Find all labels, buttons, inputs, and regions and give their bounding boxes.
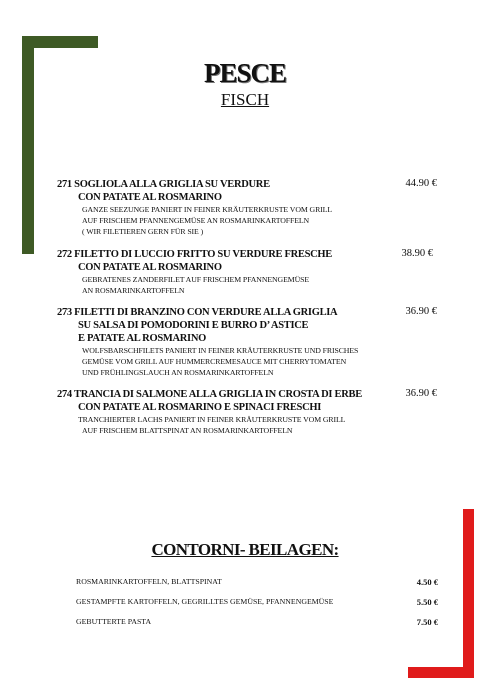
item-price: 38.90 € — [401, 248, 433, 259]
item-description-line: AUF FRISCHEM BLATTSPINAT AN ROSMARINKARTOFFELN — [82, 426, 293, 435]
item-name: 272 FILETTO DI LUCCIO FRITTO SU VERDURE FRESCHE — [57, 249, 333, 260]
menu-item-273 — [57, 306, 437, 378]
item-name-cont: E PATATE AL ROSMARINO — [78, 333, 206, 344]
red-corner-decoration-horizontal — [408, 667, 474, 678]
item-price: 36.90 € — [405, 306, 437, 317]
item-name-cont: CON PATATE AL ROSMARINO — [78, 262, 222, 273]
item-description-line: ( WIR FILETIEREN GERN FÜR SIE ) — [82, 227, 204, 236]
item-description-line: UND FRÜHLINGSLAUCH AN ROSMARINKARTOFFELN — [82, 368, 274, 377]
item-description-line: AN ROSMARINKARTOFFELN — [82, 286, 185, 295]
side-price: 4.50 € — [416, 577, 438, 587]
item-price: 44.90 € — [405, 178, 437, 189]
item-name-cont: CON PATATE AL ROSMARINO — [78, 192, 222, 203]
item-name-cont: CON PATATE AL ROSMARINO E SPINACI FRESCHI — [78, 402, 322, 413]
side-name: ROSMARINKARTOFFELN, BLATTSPINAT — [76, 577, 222, 586]
item-description-line: GEMÜSE VOM GRILL AUF HUMMERCREMESAUCE MIT CHERRYTOMATEN — [82, 357, 347, 366]
item-name: 274 TRANCIA DI SALMONE ALLA GRIGLIA IN CROSTA DI ERBE — [57, 389, 362, 400]
item-description-line: WOLFSBARSCHFILETS PANIERT IN FEINER KRÄUTERKRUSTE UND FRISCHES — [82, 346, 359, 355]
item-name: 271 SOGLIOLA ALLA GRIGLIA SU VERDURE — [57, 179, 270, 190]
red-corner-decoration-vertical — [463, 509, 474, 678]
item-description-line: TRANCHIERTER LACHS PANIERT IN FEINER KRÄUTERKRUSTE VOM GRILL — [78, 415, 346, 424]
sides-list — [76, 577, 438, 637]
item-name: 273 FILETTI DI BRANZINO CON VERDURE ALLA GRIGLIA — [57, 307, 338, 318]
item-price: 36.90 € — [405, 388, 437, 399]
green-corner-decoration-horizontal — [22, 36, 98, 48]
side-price: 5.50 € — [416, 597, 438, 607]
menu-item-271 — [57, 178, 437, 237]
item-description-line: GANZE SEEZUNGE PANIERT IN FEINER KRÄUTERKRUSTE VOM GRILL — [82, 205, 332, 214]
side-price: 7.50 € — [416, 617, 438, 627]
item-description-line: AUF FRISCHEM PFANNENGEMÜSE AN ROSMARINKARTOFFELN — [82, 216, 310, 225]
side-row — [76, 577, 438, 597]
page-subtitle: FISCH — [220, 90, 270, 109]
side-row — [76, 597, 438, 617]
sides-title: CONTORNI- BEILAGEN: — [151, 540, 339, 559]
side-row — [76, 617, 438, 637]
menu-item-274 — [57, 388, 437, 436]
menu-item-272 — [57, 248, 437, 296]
page-title: PESCE — [203, 58, 287, 88]
side-name: GEBUTTERTE PASTA — [76, 617, 152, 626]
item-name-cont: SU SALSA DI POMODORINI E BURRO D’ ASTICE — [78, 320, 309, 331]
side-name: GESTAMPFTE KARTOFFELN, GEGRILLTES GEMÜSE, PFANNENGEMÜSE — [76, 597, 334, 606]
item-description-line: GEBRATENES ZANDERFILET AUF FRISCHEM PFANNENGEMÜSE — [82, 275, 310, 284]
